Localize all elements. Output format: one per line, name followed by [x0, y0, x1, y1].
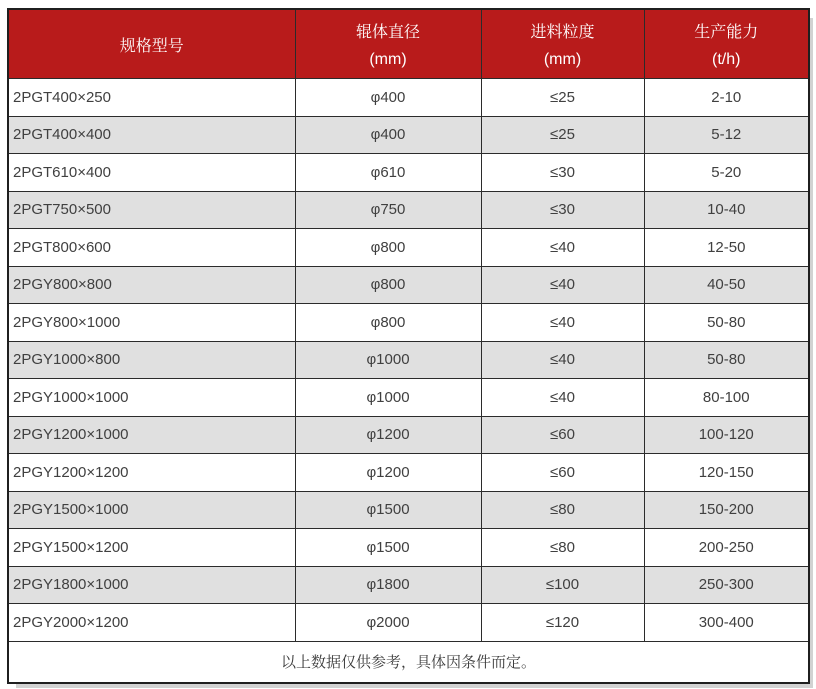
spec-table-footer — [8, 641, 809, 683]
cell-roller-diameter: φ1500 — [295, 529, 481, 567]
cell-model: 2PGY1000×1000 — [8, 379, 295, 417]
cell-roller-diameter: φ800 — [295, 229, 481, 267]
cell-capacity: 5-20 — [644, 154, 809, 192]
cell-roller-diameter: φ1000 — [295, 341, 481, 379]
table-row — [8, 604, 809, 642]
cell-model: 2PGY800×1000 — [8, 304, 295, 342]
cell-roller-diameter: φ1800 — [295, 566, 481, 604]
header-roller-diameter — [295, 9, 481, 79]
table-row — [8, 416, 809, 454]
cell-feed-size: ≤100 — [481, 566, 644, 604]
cell-feed-size: ≤40 — [481, 379, 644, 417]
cell-capacity: 100-120 — [644, 416, 809, 454]
table-row — [8, 191, 809, 229]
cell-model: 2PGT750×500 — [8, 191, 295, 229]
cell-roller-diameter: φ800 — [295, 266, 481, 304]
cell-capacity: 40-50 — [644, 266, 809, 304]
cell-model: 2PGT800×600 — [8, 229, 295, 267]
table-row — [8, 116, 809, 154]
cell-feed-size: ≤40 — [481, 304, 644, 342]
cell-capacity: 80-100 — [644, 379, 809, 417]
cell-capacity: 50-80 — [644, 304, 809, 342]
spec-table — [7, 8, 810, 684]
cell-model: 2PGY1500×1000 — [8, 491, 295, 529]
cell-capacity: 10-40 — [644, 191, 809, 229]
cell-feed-size: ≤25 — [481, 79, 644, 117]
table-row — [8, 304, 809, 342]
cell-capacity: 5-12 — [644, 116, 809, 154]
cell-feed-size: ≤30 — [481, 154, 644, 192]
cell-feed-size: ≤60 — [481, 454, 644, 492]
table-row — [8, 566, 809, 604]
table-row — [8, 154, 809, 192]
spec-table-body — [8, 79, 809, 642]
table-row — [8, 341, 809, 379]
cell-model: 2PGY2000×1200 — [8, 604, 295, 642]
header-row — [8, 9, 809, 79]
cell-capacity: 300-400 — [644, 604, 809, 642]
cell-roller-diameter: φ1200 — [295, 454, 481, 492]
cell-roller-diameter: φ610 — [295, 154, 481, 192]
cell-model: 2PGY1200×1200 — [8, 454, 295, 492]
cell-feed-size: ≤60 — [481, 416, 644, 454]
table-row — [8, 529, 809, 567]
cell-capacity: 50-80 — [644, 341, 809, 379]
cell-capacity: 200-250 — [644, 529, 809, 567]
cell-model: 2PGY800×800 — [8, 266, 295, 304]
header-roller-diameter-unit: (mm) — [369, 51, 407, 68]
cell-roller-diameter: φ2000 — [295, 604, 481, 642]
cell-capacity: 250-300 — [644, 566, 809, 604]
cell-model: 2PGY1800×1000 — [8, 566, 295, 604]
header-capacity — [644, 9, 809, 79]
cell-roller-diameter: φ800 — [295, 304, 481, 342]
cell-roller-diameter: φ400 — [295, 116, 481, 154]
header-capacity-label: 生产能力 — [694, 24, 759, 41]
cell-feed-size: ≤80 — [481, 491, 644, 529]
cell-roller-diameter: φ400 — [295, 79, 481, 117]
footnote-text: 以上数据仅供参考，具体因条件而定。 — [8, 641, 809, 683]
cell-model: 2PGT400×250 — [8, 79, 295, 117]
header-model-label: 规格型号 — [119, 37, 184, 55]
cell-capacity: 150-200 — [644, 491, 809, 529]
cell-roller-diameter: φ1200 — [295, 416, 481, 454]
cell-model: 2PGY1000×800 — [8, 341, 295, 379]
header-model — [8, 9, 295, 79]
cell-feed-size: ≤120 — [481, 604, 644, 642]
table-row — [8, 266, 809, 304]
table-row — [8, 454, 809, 492]
table-row — [8, 491, 809, 529]
cell-feed-size: ≤80 — [481, 529, 644, 567]
cell-model: 2PGY1500×1200 — [8, 529, 295, 567]
header-capacity-unit: (t/h) — [712, 51, 741, 68]
cell-feed-size: ≤25 — [481, 116, 644, 154]
cell-roller-diameter: φ750 — [295, 191, 481, 229]
table-row — [8, 79, 809, 117]
cell-roller-diameter: φ1000 — [295, 379, 481, 417]
table-row — [8, 229, 809, 267]
table-row — [8, 379, 809, 417]
cell-model: 2PGT610×400 — [8, 154, 295, 192]
header-roller-diameter-label: 辊体直径 — [355, 24, 420, 41]
cell-capacity: 2-10 — [644, 79, 809, 117]
cell-model: 2PGT400×400 — [8, 116, 295, 154]
header-feed-size — [481, 9, 644, 79]
header-feed-size-label: 进料粒度 — [530, 24, 595, 41]
cell-feed-size: ≤40 — [481, 266, 644, 304]
cell-roller-diameter: φ1500 — [295, 491, 481, 529]
cell-feed-size: ≤40 — [481, 341, 644, 379]
cell-capacity: 12-50 — [644, 229, 809, 267]
cell-feed-size: ≤30 — [481, 191, 644, 229]
header-feed-size-unit: (mm) — [543, 51, 582, 68]
cell-model: 2PGY1200×1000 — [8, 416, 295, 454]
cell-capacity: 120-150 — [644, 454, 809, 492]
cell-feed-size: ≤40 — [481, 229, 644, 267]
footnote-row — [8, 641, 809, 683]
spec-table-header — [8, 9, 809, 79]
